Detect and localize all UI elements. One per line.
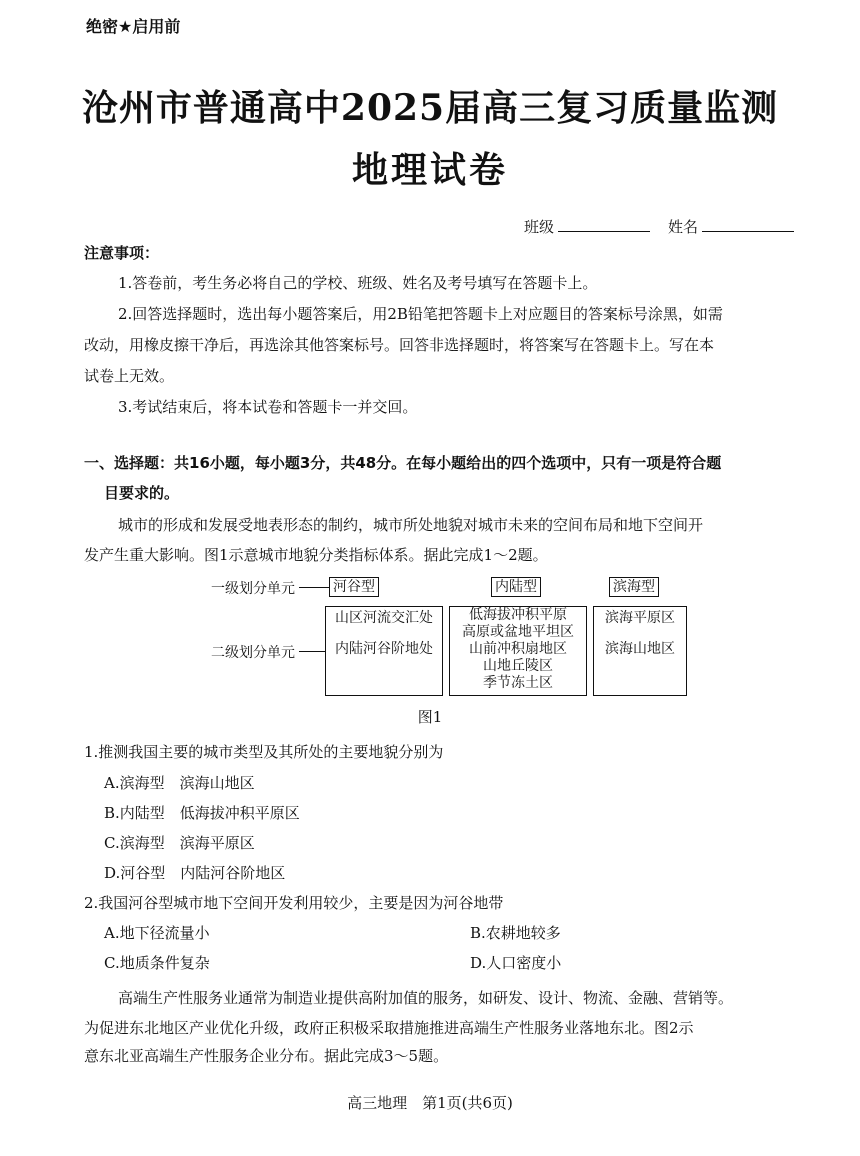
type-neilu: 内陆型 [491,577,541,597]
student-info-row [524,216,794,237]
exam-title: 沧州市普通高中2025届高三复习质量监测 [81,87,779,129]
question-2-stem: 2.我国河谷型城市地下空间开发利用较少，主要是因为河谷地带 [84,894,504,912]
confidential-mark: 绝密★启用前 [86,17,181,36]
note-item-1: 1.答卷前，考生务必将自己的学校、班级、姓名及考号填写在答题卡上。 [118,274,598,292]
note-item-2-line3: 试卷上无效。 [84,367,175,385]
page-footer: 高三地理 第1页(共6页) [347,1094,513,1112]
section-heading-line1: 一、选择题：共16小题，每小题3分，共48分。在每小题给出的四个选项中，只有一项是符合题 [84,454,722,472]
neilu-item-4: 山地丘陵区 [483,658,553,674]
intro-line1: 城市的形成和发展受地表形态的制约，城市所处地貌对城市未来的空间布局和地下空间开 [118,516,704,534]
neilu-item-1: 低海拔冲积平原 [469,607,567,623]
question-2-option-d[interactable]: D.人口密度小 [470,954,562,972]
question-2-option-a[interactable]: A.地下径流量小 [104,924,210,942]
name-blank[interactable] [702,217,794,232]
binhai-item-2: 滨海山地区 [605,641,675,657]
binhai-subunits [593,606,687,696]
level2-label-text: 二级划分单元 [211,642,295,662]
passage2-line2: 为促进东北地区产业优化升级，政府正积极采取措施推进高端生产性服务业落地东北。图2示 [84,1019,694,1037]
note-item-2-line2: 改动，用橡皮擦干净后，再选涂其他答案标号。回答非选择题时，将答案写在答题卡上。写在本 [84,336,715,354]
question-1-option-d[interactable]: D.河谷型 内陆河谷阶地区 [104,864,286,882]
question-2-option-c[interactable]: C.地质条件复杂 [104,954,210,972]
note-item-3: 3.考试结束后，将本试卷和答题卡一并交回。 [118,398,418,416]
question-1-option-a[interactable]: A.滨海型 滨海山地区 [104,774,255,792]
level1-label: 一级划分单元 [211,581,295,597]
figure1-caption: 图1 [417,708,443,726]
hegu-subunits [325,606,443,696]
question-1-option-b[interactable]: B.内陆型 低海拔冲积平原区 [104,804,300,822]
neilu-item-5: 季节冻土区 [483,675,553,691]
class-blank[interactable] [558,217,650,232]
neilu-item-2: 高原或盆地平坦区 [462,624,574,640]
passage2-line1: 高端生产性服务业通常为制造业提供高附加值的服务，如研发、设计、物流、金融、营销等。 [118,989,734,1007]
intro-line2: 发产生重大影响。图1示意城市地貌分类指标体系。据此完成1～2题。 [84,546,548,564]
name-label: 姓名 [668,218,699,236]
subject-title: 地理试卷 [351,149,508,191]
notes-heading: 注意事项： [84,244,160,262]
hegu-item-2: 内陆河谷阶地处 [335,641,433,657]
question-2-option-b[interactable]: B.农耕地较多 [470,924,561,942]
figure1-diagram [205,572,705,702]
note-item-2-line1: 2.回答选择题时，选出每小题答案后，用2B铅笔把答题卡上对应题目的答案标号涂黑，如需 [118,305,723,323]
class-label: 班级 [524,218,555,236]
level1-connector [299,587,329,588]
type-hegu: 河谷型 [329,577,379,597]
level2-connector [299,651,325,652]
section-heading-line2: 目要求的。 [104,484,180,502]
neilu-subunits [449,606,587,696]
binhai-item-1: 滨海平原区 [605,610,675,626]
hegu-item-1: 山区河流交汇处 [335,610,433,626]
type-binhai: 滨海型 [609,577,659,597]
question-1-stem: 1.推测我国主要的城市类型及其所处的主要地貌分别为 [84,743,444,761]
neilu-item-3: 山前冲积扇地区 [469,641,567,657]
question-1-option-c[interactable]: C.滨海型 滨海平原区 [104,834,255,852]
passage2-line3: 意东北亚高端生产性服务企业分布。据此完成3～5题。 [84,1047,449,1065]
